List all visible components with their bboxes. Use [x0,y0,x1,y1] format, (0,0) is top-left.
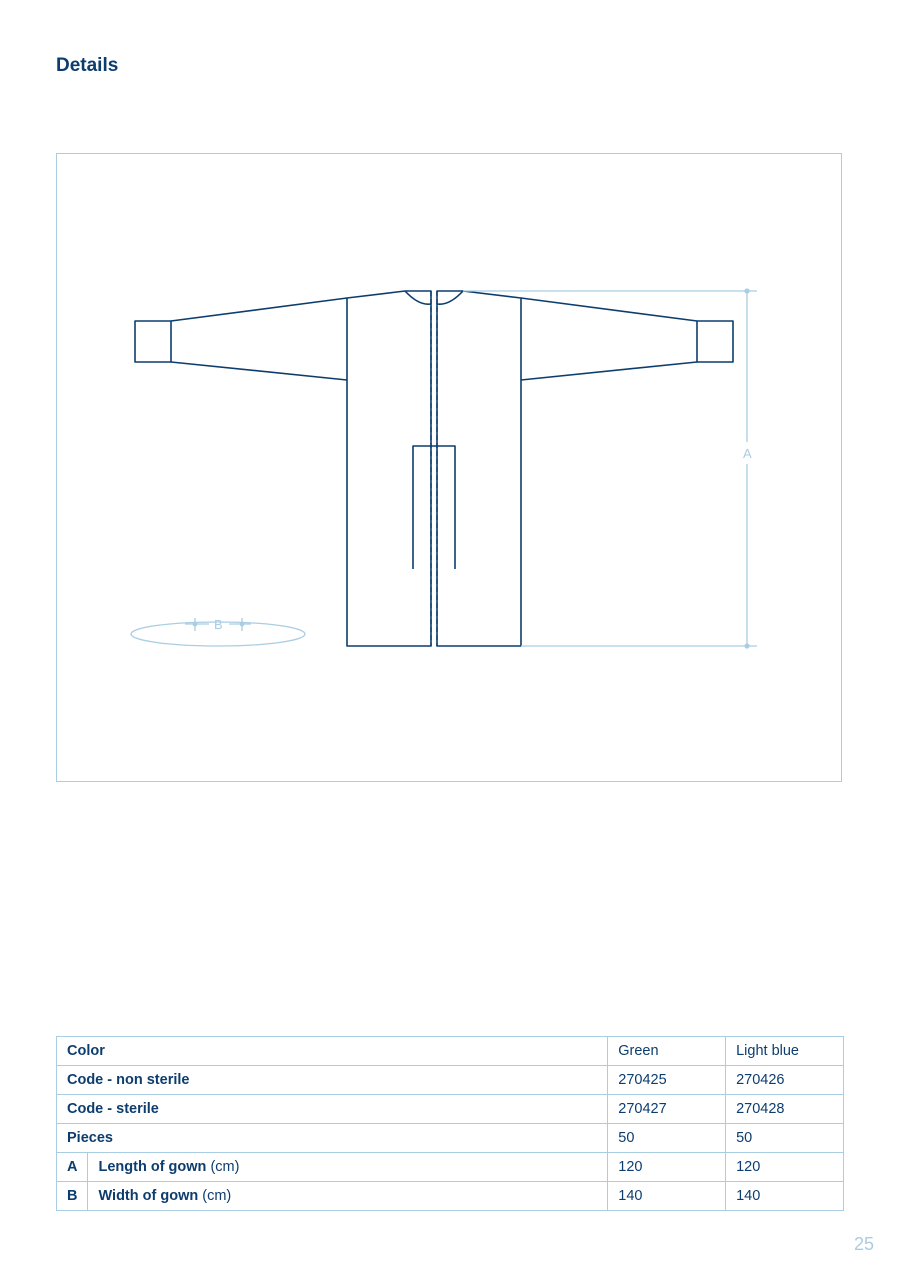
row-label [88,1182,608,1211]
table-row-code-non-sterile [57,1066,844,1095]
row-value-green: Green [608,1037,726,1066]
row-label: Pieces [57,1124,608,1153]
row-value-green: 270425 [608,1066,726,1095]
row-value-light-blue: 50 [726,1124,844,1153]
row-label-text: Width of gown [98,1188,199,1204]
row-value-green: 140 [608,1182,726,1211]
row-value-light-blue: 270428 [726,1095,844,1124]
row-value-light-blue: Light blue [726,1037,844,1066]
dimension-b-right-dot [240,622,245,627]
row-label [88,1153,608,1182]
gown-technical-drawing [57,154,843,783]
table-row-length [57,1153,844,1182]
dimension-a-label: A [743,446,752,461]
dimension-b-label: B [214,617,223,632]
row-label: Code - non sterile [57,1066,608,1095]
table-row-code-sterile [57,1095,844,1124]
gown-body-outline-right [437,291,521,646]
gown-left-sleeve [171,298,347,380]
table-row-width [57,1182,844,1211]
gown-drawing-frame [56,153,842,782]
row-value-green: 120 [608,1153,726,1182]
gown-right-sleeve [521,298,697,380]
row-letter: A [57,1153,88,1182]
row-value-light-blue: 140 [726,1182,844,1211]
row-letter: B [57,1182,88,1211]
row-label: Color [57,1037,608,1066]
gown-right-cuff [697,321,733,362]
row-unit: (cm) [210,1159,240,1175]
dimension-b-left-dot [193,622,198,627]
table-row-color [57,1037,844,1066]
row-value-green: 270427 [608,1095,726,1124]
gown-body-outline [347,291,431,646]
row-label-text: Length of gown [98,1159,207,1175]
specification-table [56,1036,844,1211]
gown-neckline [405,291,463,304]
page-title: Details [56,55,119,76]
gown-left-cuff [135,321,171,362]
row-label: Code - sterile [57,1095,608,1124]
table-row-pieces [57,1124,844,1153]
row-value-light-blue: 270426 [726,1066,844,1095]
row-value-green: 50 [608,1124,726,1153]
row-unit: (cm) [202,1188,232,1204]
row-value-light-blue: 120 [726,1153,844,1182]
gown-belt [413,446,455,569]
page-number: 25 [853,1234,874,1254]
dimension-a-top-dot [744,288,749,293]
dimension-a-bottom-dot [744,643,749,648]
